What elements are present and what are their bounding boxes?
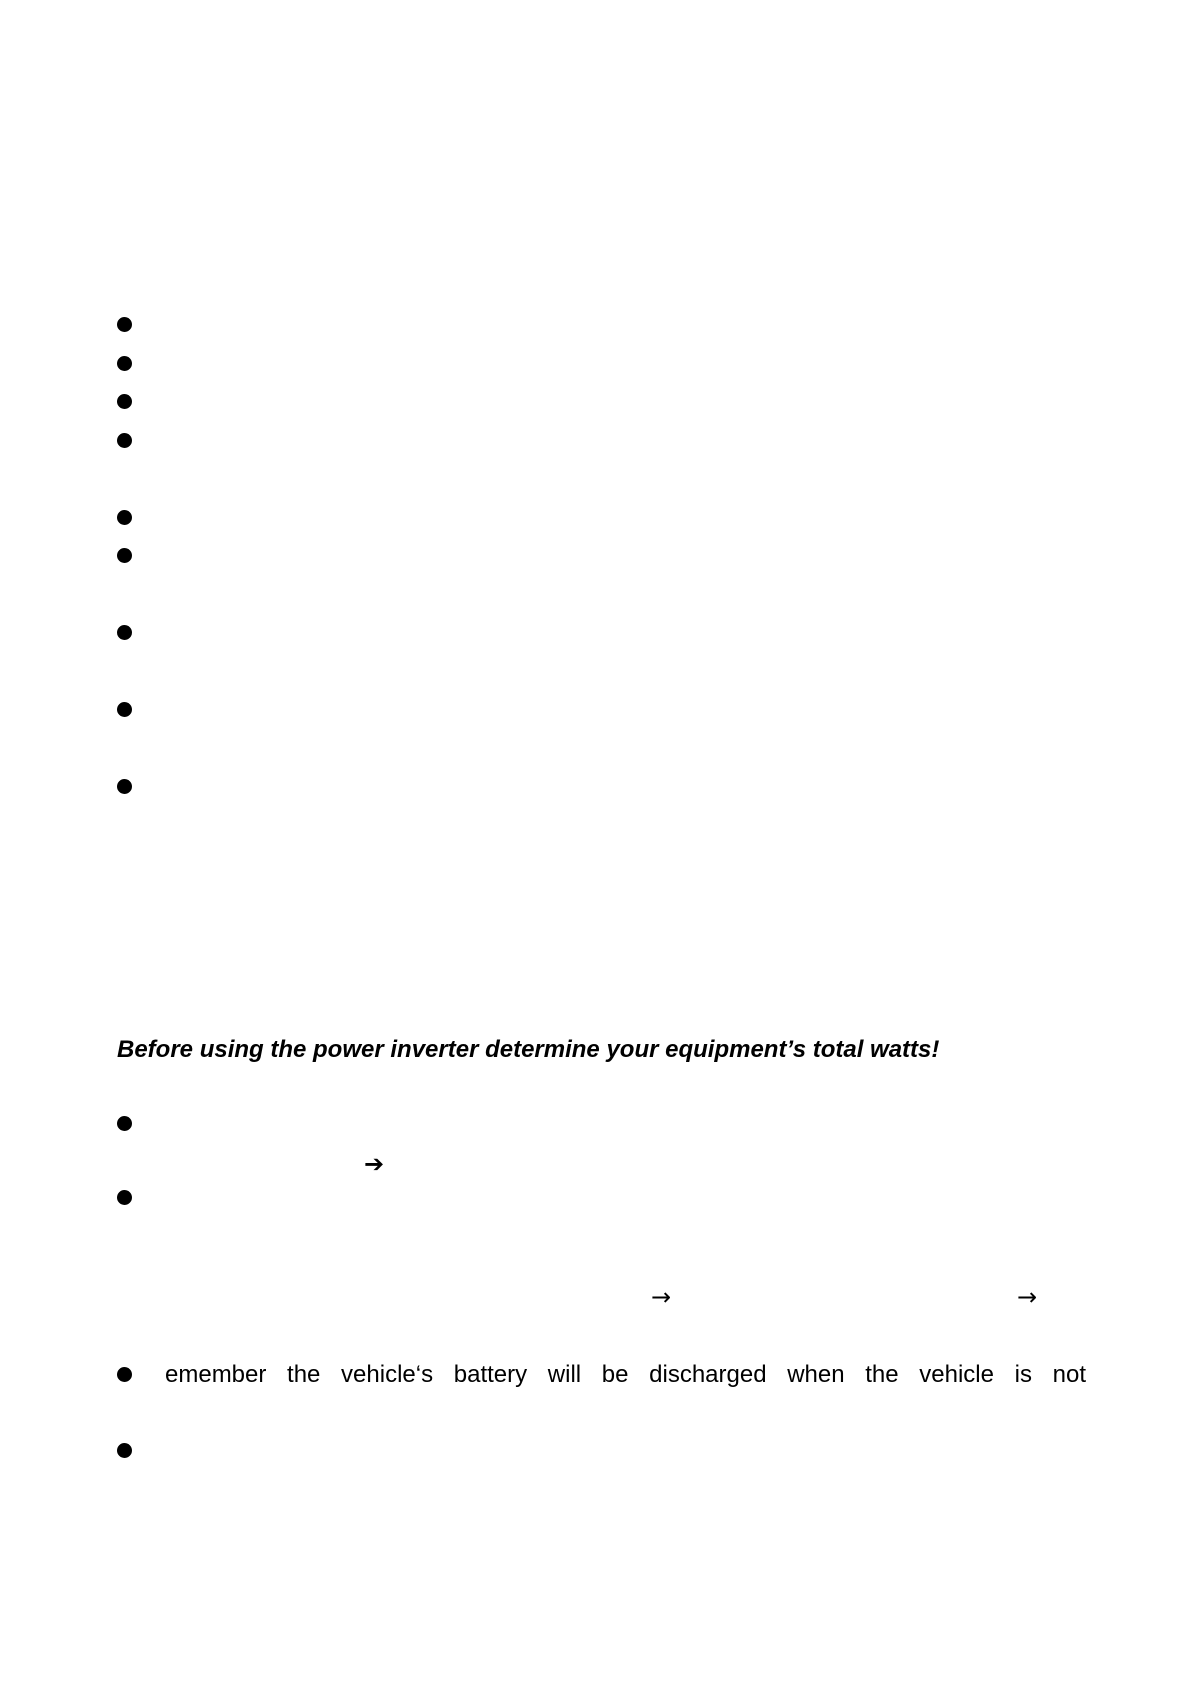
bullet-icon [117, 433, 132, 448]
arrow-icon: → [651, 1283, 672, 1311]
bullet-icon [117, 625, 132, 640]
arrow-icon: → [1017, 1283, 1038, 1311]
bullet-icon [117, 1443, 132, 1458]
bullet-icon [117, 1116, 132, 1131]
bullet-icon [117, 702, 132, 717]
bullet-icon [117, 1190, 132, 1205]
battery-note-text: emember the vehicle‘s battery will be discharged when the vehicle is not [165, 1361, 1086, 1388]
bullet-icon [117, 548, 132, 563]
bullet-icon [117, 394, 132, 409]
bullet-icon [117, 1367, 132, 1382]
bullet-icon [117, 356, 132, 371]
bullet-icon [117, 510, 132, 525]
bullet-icon [117, 779, 132, 794]
section-heading: Before using the power inverter determine your equipment’s total watts! [117, 1036, 940, 1063]
bold-arrow-icon: ➔ [364, 1150, 385, 1178]
bullet-icon [117, 317, 132, 332]
